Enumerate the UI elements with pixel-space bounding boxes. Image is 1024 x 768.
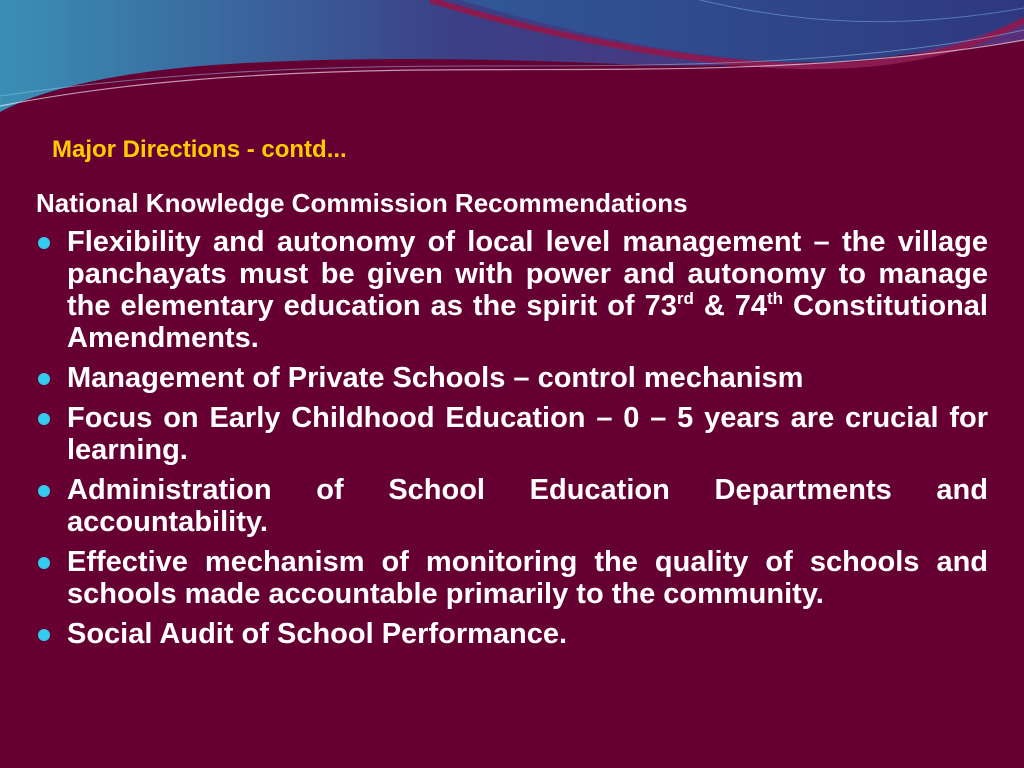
slide-title: Major Directions - contd... (52, 136, 347, 163)
bullet-item-administration (36, 474, 988, 538)
superscript-rd: rd (676, 289, 694, 308)
bullet-text: Social Audit of School Performance. (67, 618, 568, 650)
bullet-item-private-schools (36, 362, 988, 394)
bullet-text-middle: & 74 (693, 290, 768, 322)
superscript-th: th (767, 289, 784, 308)
bullet-text: Flexibility and autonomy of local level management – the village panchayats must be given with power and autonomy to manage the elementary education as the spirit of 73 (67, 226, 988, 322)
bullet-text: Focus on Early Childhood Education – 0 – 5 years are crucial for learning. (67, 402, 988, 466)
bullet-dot-icon (38, 373, 50, 385)
bullet-item-social-audit (36, 618, 988, 650)
bullet-dot-icon (38, 629, 50, 641)
bullet-text: Effective mechanism of monitoring the quality of schools and schools made accountable primarily to the community. (67, 546, 988, 610)
recommendations-list (36, 226, 988, 658)
bullet-dot-icon (38, 413, 50, 425)
bullet-text: Administration of School Education Departments and accountability. (67, 474, 988, 538)
bullet-text: Management of Private Schools – control mechanism (67, 362, 804, 394)
bullet-item-monitoring (36, 546, 988, 610)
bullet-item-flexibility (36, 226, 988, 354)
bullet-dot-icon (38, 237, 50, 249)
bullet-item-early-childhood (36, 402, 988, 466)
section-heading: National Knowledge Commission Recommendations (36, 188, 688, 218)
header-wave-decoration (0, 0, 1024, 120)
bullet-dot-icon (38, 557, 50, 569)
bullet-dot-icon (38, 485, 50, 497)
bullet-text-end: Constitutional Amendments. (67, 290, 988, 354)
